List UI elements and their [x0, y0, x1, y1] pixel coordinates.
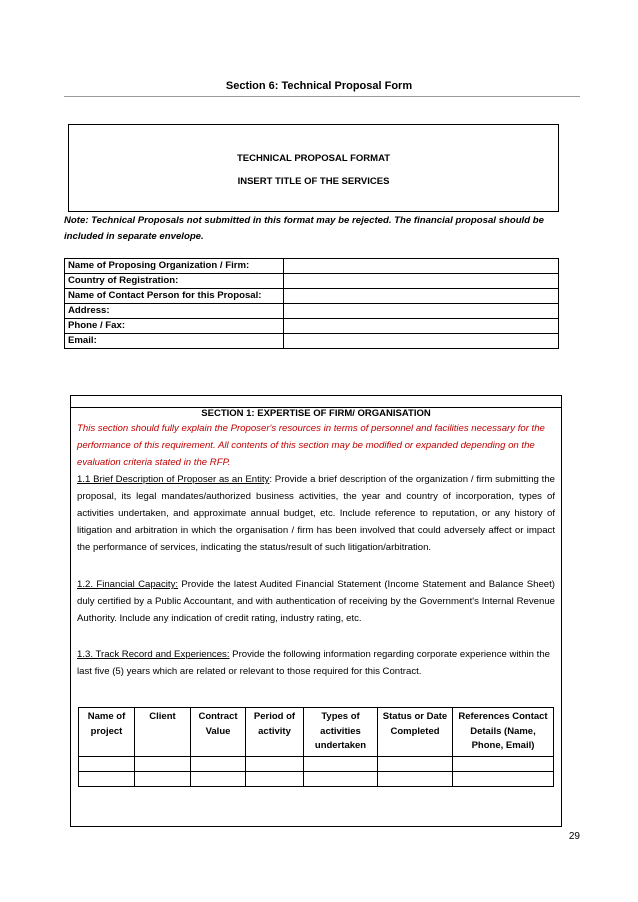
table-header-row: [79, 708, 554, 757]
field-value-org-name[interactable]: [284, 259, 559, 274]
column-header-references: References Contact Details (Name, Phone, Email): [453, 708, 554, 757]
paragraph-brief-description: [77, 471, 555, 556]
table-cell[interactable]: [378, 756, 453, 771]
field-label-country: Country of Registration:: [65, 274, 284, 289]
paragraph-body: Provide the following information regarding corporate experience within the last five (5) years which are related or relevant to those required for this Contract.: [77, 649, 551, 677]
table-cell[interactable]: [304, 771, 378, 786]
column-header-contract-value: Contract Value: [191, 708, 246, 757]
paragraph-body: : Provide a brief description of the organization / firm submitting the proposal, its legal mandates/authorized business activities, the year and country of incorporation, types of activities undertaken, and approximate annual budget, etc. Include reference to reputation, or any history of litigation and arbitration in which the organisation / firm has been involved that could adversely affect or impact the performance of services, indicating the status/result of such litigation/arbitration.: [77, 474, 555, 553]
proposer-info-table: [64, 258, 559, 349]
table-cell[interactable]: [378, 771, 453, 786]
field-label-email: Email:: [65, 334, 284, 349]
table-cell[interactable]: [191, 756, 246, 771]
submission-note: Note: Technical Proposals not submitted in this format may be rejected. The financial proposal should be included in separate envelope.: [64, 215, 544, 242]
field-label-org-name: Name of Proposing Organization / Firm:: [65, 259, 284, 274]
column-header-period: Period of activity: [246, 708, 304, 757]
page-title: Section 6: Technical Proposal Form: [225, 80, 413, 92]
field-value-address[interactable]: [284, 304, 559, 319]
table-row: [65, 304, 559, 319]
section1-instruction: This section should fully explain the Proposer's resources in terms of personnel and facilities necessary for the performance of this requirement. All contents of this section may be modified or expanded depending on the evaluation criteria stated in the RFP.: [77, 423, 545, 468]
field-label-address: Address:: [65, 304, 284, 319]
paragraph-body: Provide the latest Audited Financial Statement (Income Statement and Balance Sheet) duly certified by a Public Accountant, and with authentication of receiving by the Government's Internal Revenue Authority. Include any indication of credit rating, industry rating, etc.: [77, 579, 556, 624]
page-number: 29: [568, 831, 580, 842]
column-header-activity-types: Types of activities undertaken: [304, 708, 378, 757]
format-heading: TECHNICAL PROPOSAL FORMAT: [236, 153, 391, 164]
table-cell[interactable]: [246, 771, 304, 786]
table-row: [65, 274, 559, 289]
column-header-client: Client: [135, 708, 191, 757]
table-cell[interactable]: [135, 771, 191, 786]
table-cell[interactable]: [191, 771, 246, 786]
field-value-phone-fax[interactable]: [284, 319, 559, 334]
table-cell[interactable]: [79, 771, 135, 786]
table-row: [65, 259, 559, 274]
table-cell[interactable]: [246, 756, 304, 771]
field-value-email[interactable]: [284, 334, 559, 349]
services-title-placeholder: INSERT TITLE OF THE SERVICES: [237, 176, 390, 187]
track-record-table: [78, 707, 554, 787]
paragraph-track-record: [77, 646, 555, 680]
table-cell[interactable]: [453, 756, 554, 771]
title-divider: [64, 96, 580, 97]
field-value-contact-person[interactable]: [284, 289, 559, 304]
table-cell[interactable]: [453, 771, 554, 786]
table-row: [65, 319, 559, 334]
field-label-contact-person: Name of Contact Person for this Proposal:: [65, 289, 284, 304]
field-label-phone-fax: Phone / Fax:: [65, 319, 284, 334]
paragraph-heading: 1.3. Track Record and Experiences:: [77, 649, 230, 660]
column-header-status: Status or Date Completed: [378, 708, 453, 757]
table-cell[interactable]: [79, 756, 135, 771]
table-row: [65, 334, 559, 349]
section1-title: SECTION 1: EXPERTISE OF FIRM/ ORGANISATION: [201, 408, 431, 419]
paragraph-heading: 1.2. Financial Capacity:: [77, 579, 179, 590]
table-row: [79, 771, 554, 786]
paragraph-financial-capacity: [77, 576, 555, 627]
proposal-format-box: [68, 124, 559, 212]
paragraph-heading: 1.1 Brief Description of Proposer as an Entity: [77, 474, 270, 485]
table-row: [65, 289, 559, 304]
field-value-country[interactable]: [284, 274, 559, 289]
column-header-project-name: Name of project: [79, 708, 135, 757]
table-cell[interactable]: [135, 756, 191, 771]
table-row: [79, 756, 554, 771]
table-cell[interactable]: [304, 756, 378, 771]
